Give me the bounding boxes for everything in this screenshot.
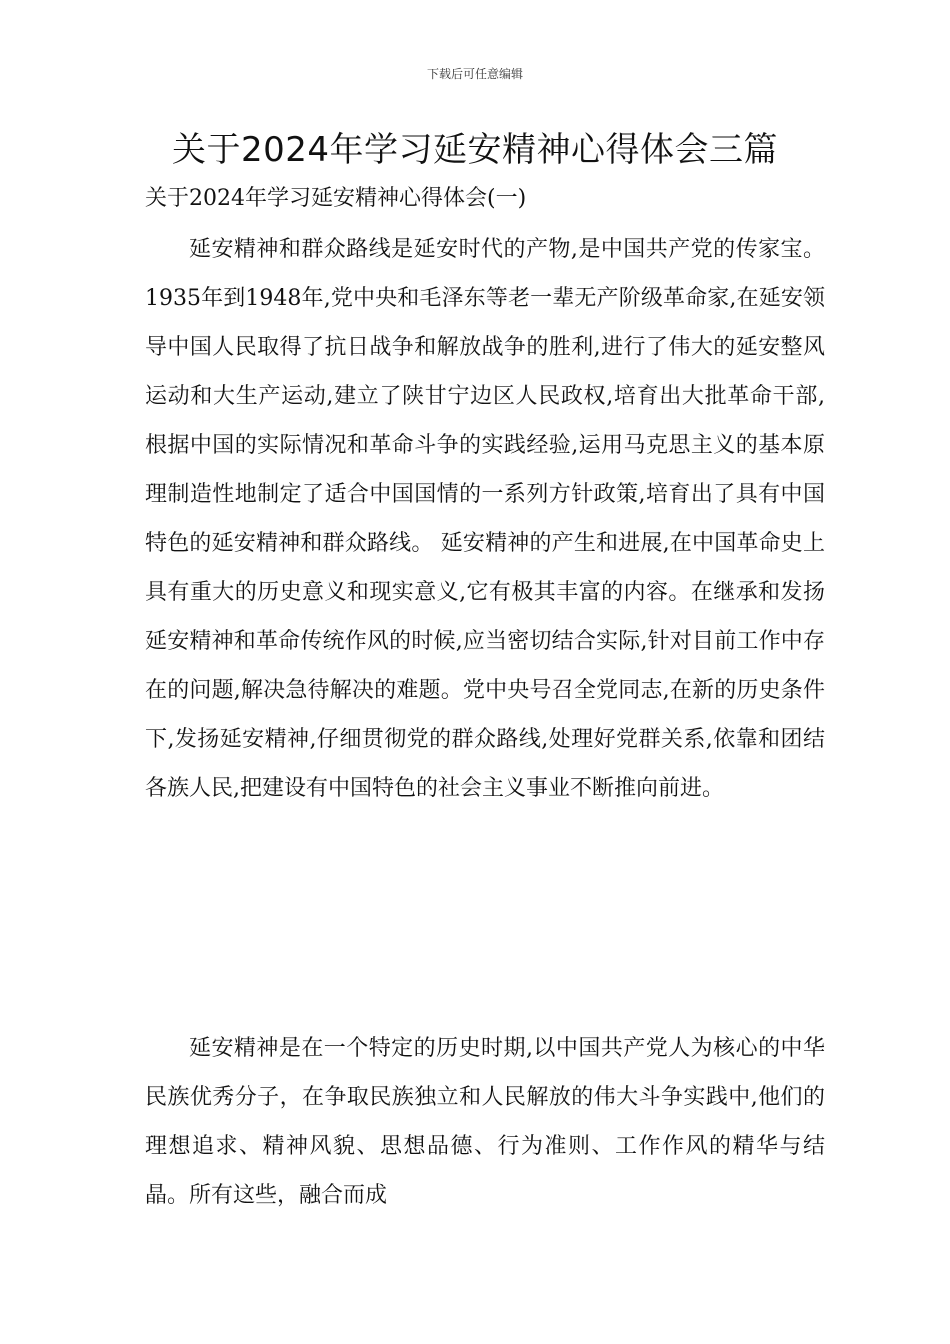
body-paragraph: 延安精神是在一个特定的历史时期,以中国共产党人为核心的中华民族优秀分子，在争取民族独立和人民解放的伟大斗争实践中,他们的理想追求、精神风貌、思想品德、行为准则、工作作风的精华与结晶。所有这些，融合而成 bbox=[145, 1036, 825, 1208]
section-title: 关于2024年学习延安精神心得体会(一) bbox=[145, 186, 527, 211]
document-title: 关于2024年学习延安精神心得体会三篇 bbox=[171, 130, 779, 170]
header-note: 下载后可任意编辑 bbox=[426, 67, 523, 81]
body-paragraph: 延安精神和群众路线是延安时代的产物,是中国共产党的传家宝。1935年到1948年,党中央和毛泽东等老一辈无产阶级革命家,在延安领导中国人民取得了抗日战争和解放战争的胜利,进行了伟大的延安整风运动和大生产运动,建立了陕甘宁边区人民政权,培育出大批革命干部,根据中国的实际情况和革命斗争的实践经验,运用马克思主义的基本原理制造性地制定了适合中国国情的一系列方针政策,培育出了具有中国特色的延安精神和群众路线。 延安精神的产生和进展,在中国革命史上具有重大的历史意义和现实意义,它有极其丰富的内容。在继承和发扬延安精神和革命传统作风的时候,应当密切结合实际,针对目前工作中存在的问题,解决急待解决的难题。党中央号召全党同志,在新的历史条件下,发扬延安精神,仔细贯彻党的群众路线,处理好党群关系,依靠和团结各族人民,把建设有中国特色的社会主义事业不断推向前进。 bbox=[145, 237, 825, 801]
